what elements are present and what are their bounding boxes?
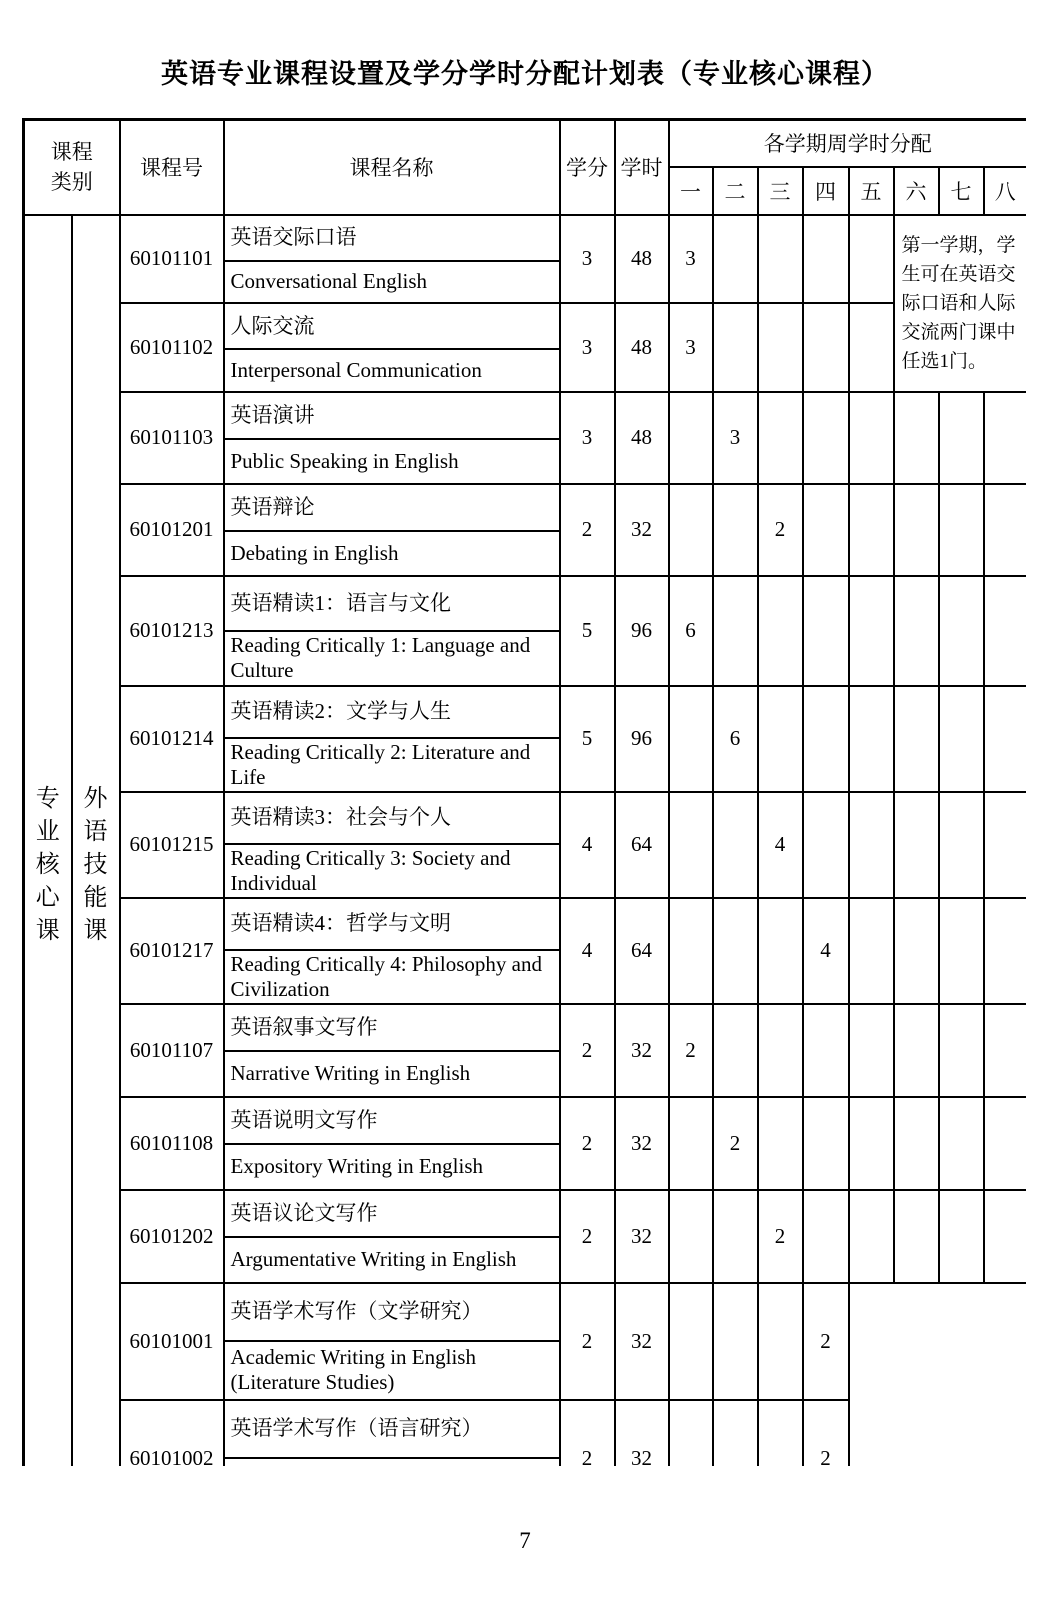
sem-cell [894, 898, 939, 1004]
course-name-cell [224, 1097, 560, 1190]
sem-cell: 2 [669, 1004, 713, 1097]
credits-value: 5 [560, 686, 615, 792]
category-main-label: 专业核心课 [35, 786, 60, 944]
course-name-en [225, 1459, 559, 1467]
sem-cell [849, 1190, 894, 1283]
sem-cell [803, 392, 849, 484]
sem-cell: 3 [713, 392, 758, 484]
course-name-zh: 英语辩论 [225, 485, 559, 532]
table-row [24, 792, 1027, 898]
sem-cell [984, 898, 1027, 1004]
course-name-zh: 英语学术写作（文学研究） [225, 1284, 559, 1342]
header-category: 课程类别 [24, 120, 120, 215]
merged-blank-cell [849, 1283, 1027, 1467]
note-cell [894, 215, 1027, 392]
sem-cell [803, 1190, 849, 1283]
course-name-zh: 英语精读3：社会与个人 [225, 793, 559, 845]
sem-cell [894, 686, 939, 792]
course-number: 60101102 [120, 303, 224, 392]
table-row [24, 1283, 1027, 1400]
course-name-cell [224, 303, 560, 392]
header-sem-6: 六 [894, 167, 939, 215]
course-table-container [22, 118, 1026, 1466]
course-name-en: Reading Critically 2: Literature and Life [230, 739, 531, 789]
credits-value: 4 [560, 898, 615, 1004]
sem-cell [939, 1097, 984, 1190]
header-sem-8: 八 [984, 167, 1027, 215]
sem-cell [984, 576, 1027, 686]
sem-cell [849, 792, 894, 898]
table-row [24, 392, 1027, 484]
sem-cell [894, 1097, 939, 1190]
sem-cell [803, 1097, 849, 1190]
sem-cell [849, 576, 894, 686]
table-row [24, 1190, 1027, 1283]
sem-cell [713, 1400, 758, 1467]
course-number: 60101001 [120, 1283, 224, 1400]
course-name-cell [224, 1190, 560, 1283]
sem-cell: 6 [713, 686, 758, 792]
table-row [24, 1097, 1027, 1190]
hours-value: 48 [615, 215, 669, 303]
sem-cell [669, 898, 713, 1004]
sem-cell: 4 [803, 898, 849, 1004]
table-row [24, 576, 1027, 686]
course-name-en: Debating in English [230, 540, 399, 565]
sem-cell [894, 1004, 939, 1097]
course-name-cell [224, 576, 560, 686]
header-sem-2: 二 [713, 167, 758, 215]
course-name-en: Reading Critically 1: Language and Culture [230, 633, 531, 682]
course-name-zh: 英语议论文写作 [225, 1191, 559, 1238]
sem-cell [849, 215, 894, 303]
sem-cell [758, 898, 803, 1004]
category-sub-cell [72, 215, 120, 1467]
table-row [24, 686, 1027, 792]
sem-cell [669, 1190, 713, 1283]
credits-value: 4 [560, 792, 615, 898]
sem-cell [713, 1283, 758, 1400]
sem-cell [669, 484, 713, 576]
table-row [24, 1004, 1027, 1097]
course-number: 60101201 [120, 484, 224, 576]
credits-value: 3 [560, 215, 615, 303]
sem-cell [849, 303, 894, 392]
sem-cell [894, 392, 939, 484]
category-sub-label: 外语技能课 [83, 786, 108, 944]
course-plan-table [22, 118, 1026, 1466]
table-row [24, 898, 1027, 1004]
course-number: 60101101 [120, 215, 224, 303]
sem-cell: 4 [758, 792, 803, 898]
sem-cell [758, 1004, 803, 1097]
sem-cell [803, 576, 849, 686]
course-name-zh: 英语精读4：哲学与文明 [225, 899, 559, 951]
header-sem-7: 七 [939, 167, 984, 215]
hours-value: 96 [615, 686, 669, 792]
hours-value: 48 [615, 392, 669, 484]
course-name-cell [224, 1283, 560, 1400]
sem-cell [758, 576, 803, 686]
sem-cell: 2 [758, 484, 803, 576]
sem-cell [713, 792, 758, 898]
course-name-cell [224, 792, 560, 898]
table-row [24, 303, 1027, 392]
sem-cell [984, 1004, 1027, 1097]
course-name-zh: 英语学术写作（语言研究） [225, 1401, 559, 1459]
sem-cell [803, 1004, 849, 1097]
credits-value: 3 [560, 392, 615, 484]
sem-cell [803, 215, 849, 303]
sem-cell [758, 1400, 803, 1467]
sem-cell [894, 792, 939, 898]
course-number: 60101214 [120, 686, 224, 792]
sem-cell [849, 484, 894, 576]
course-name-zh: 英语叙事文写作 [225, 1005, 559, 1052]
sem-cell [803, 792, 849, 898]
course-name-cell [224, 215, 560, 303]
sem-cell [713, 484, 758, 576]
sem-cell [758, 303, 803, 392]
sem-cell [894, 1190, 939, 1283]
credits-value: 2 [560, 484, 615, 576]
hours-value: 32 [615, 1400, 669, 1467]
sem-cell [849, 1004, 894, 1097]
sem-cell [984, 792, 1027, 898]
course-name-cell [224, 392, 560, 484]
sem-cell [939, 576, 984, 686]
credits-value: 2 [560, 1190, 615, 1283]
header-sem-5: 五 [849, 167, 894, 215]
hours-value: 48 [615, 303, 669, 392]
sem-cell [713, 215, 758, 303]
course-name-en: Reading Critically 4: Philosophy and Civilization [230, 951, 542, 1001]
credits-value: 2 [560, 1004, 615, 1097]
sem-cell [984, 484, 1027, 576]
sem-cell [669, 1400, 713, 1467]
course-name-en: Argumentative Writing in English [230, 1247, 517, 1272]
hours-value: 32 [615, 484, 669, 576]
sem-cell [758, 686, 803, 792]
sem-cell [894, 576, 939, 686]
sem-cell [849, 898, 894, 1004]
course-name-en: Academic Writing in English (Literature Studies) [230, 1345, 476, 1394]
sem-cell [803, 484, 849, 576]
course-name-en: Expository Writing in English [230, 1154, 484, 1179]
hours-value: 32 [615, 1004, 669, 1097]
sem-cell [984, 392, 1027, 484]
credits-value: 2 [560, 1400, 615, 1467]
course-name-en: Reading Critically 3: Society and Individual [230, 845, 511, 895]
sem-cell: 2 [803, 1283, 849, 1400]
hours-value: 64 [615, 898, 669, 1004]
sem-cell: 3 [669, 303, 713, 392]
sem-cell [939, 686, 984, 792]
sem-cell [713, 898, 758, 1004]
course-name-zh: 人际交流 [225, 304, 559, 350]
sem-cell [939, 392, 984, 484]
header-course-name: 课程名称 [224, 120, 560, 215]
course-name-zh: 英语精读2：文学与人生 [225, 687, 559, 739]
hours-value: 64 [615, 792, 669, 898]
sem-cell [984, 686, 1027, 792]
sem-cell [849, 686, 894, 792]
hours-value: 96 [615, 576, 669, 686]
course-name-cell [224, 1400, 560, 1467]
sem-cell [758, 1097, 803, 1190]
course-number: 60101213 [120, 576, 224, 686]
course-name-en: Interpersonal Communication [230, 357, 482, 382]
sem-cell [669, 686, 713, 792]
header-course-no: 课程号 [120, 120, 224, 215]
sem-cell: 2 [713, 1097, 758, 1190]
sem-cell [939, 1004, 984, 1097]
note-text: 第一学期，学生可在英语交际口语和人际交流两门课中任选1门。 [901, 234, 1016, 372]
table-row [24, 215, 1027, 303]
course-number: 60101108 [120, 1097, 224, 1190]
sem-cell: 2 [803, 1400, 849, 1467]
sem-cell [984, 1190, 1027, 1283]
course-number: 60101103 [120, 392, 224, 484]
header-semester-group: 各学期周学时分配 [669, 120, 1027, 167]
sem-cell [803, 686, 849, 792]
credits-value: 2 [560, 1097, 615, 1190]
sem-cell [939, 898, 984, 1004]
credits-value: 2 [560, 1283, 615, 1400]
hours-value: 32 [615, 1190, 669, 1283]
page-title: 英语专业课程设置及学分学时分配计划表（专业核心课程） [161, 59, 889, 89]
course-name-cell [224, 686, 560, 792]
sem-cell: 2 [758, 1190, 803, 1283]
sem-cell [669, 392, 713, 484]
header-sem-4: 四 [803, 167, 849, 215]
hours-value: 32 [615, 1283, 669, 1400]
header-hours: 学时 [615, 120, 669, 215]
sem-cell: 6 [669, 576, 713, 686]
header-sem-3: 三 [758, 167, 803, 215]
sem-cell [713, 1190, 758, 1283]
table-row [24, 484, 1027, 576]
course-number: 60101215 [120, 792, 224, 898]
sem-cell [758, 392, 803, 484]
credits-value: 3 [560, 303, 615, 392]
course-name-zh: 英语演讲 [225, 393, 559, 440]
sem-cell [713, 1004, 758, 1097]
category-main-cell [24, 215, 72, 1467]
sem-cell [803, 303, 849, 392]
sem-cell [894, 484, 939, 576]
course-number: 60101217 [120, 898, 224, 1004]
sem-cell [849, 392, 894, 484]
sem-cell [669, 1097, 713, 1190]
sem-cell [939, 1190, 984, 1283]
header-sem-1: 一 [669, 167, 713, 215]
course-number: 60101002 [120, 1400, 224, 1467]
sem-cell [939, 484, 984, 576]
course-name-cell [224, 484, 560, 576]
course-name-en: Conversational English [230, 269, 428, 294]
sem-cell: 3 [669, 215, 713, 303]
course-number: 60101202 [120, 1190, 224, 1283]
header-credits: 学分 [560, 120, 615, 215]
course-name-en: Public Speaking in English [230, 448, 459, 473]
course-name-en: Narrative Writing in English [230, 1061, 471, 1086]
sem-cell [984, 1097, 1027, 1190]
course-name-cell [224, 898, 560, 1004]
sem-cell [849, 1097, 894, 1190]
sem-cell [669, 1283, 713, 1400]
page-number: 7 [519, 1528, 531, 1553]
sem-cell [713, 303, 758, 392]
course-name-cell [224, 1004, 560, 1097]
course-name-zh: 英语说明文写作 [225, 1098, 559, 1145]
sem-cell [758, 215, 803, 303]
sem-cell [758, 1283, 803, 1400]
sem-cell [669, 792, 713, 898]
course-number: 60101107 [120, 1004, 224, 1097]
sem-cell [939, 792, 984, 898]
hours-value: 32 [615, 1097, 669, 1190]
course-name-zh: 英语交际口语 [225, 216, 559, 262]
course-name-zh: 英语精读1：语言与文化 [225, 577, 559, 632]
credits-value: 5 [560, 576, 615, 686]
sem-cell [713, 576, 758, 686]
